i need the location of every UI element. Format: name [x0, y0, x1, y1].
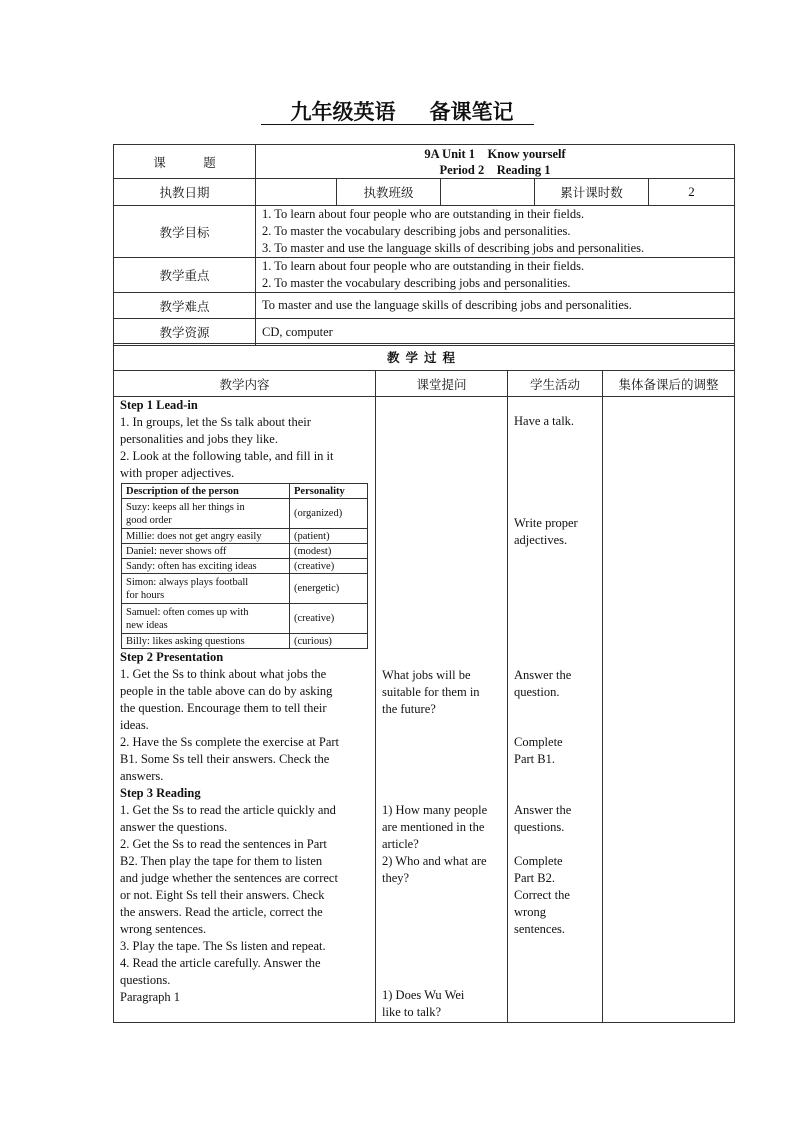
- step3-line: questions.: [120, 973, 171, 987]
- table-row: [122, 634, 368, 649]
- question-line: like to talk?: [382, 1005, 442, 1019]
- question-line: the future?: [382, 702, 436, 716]
- person-desc: Millie: does not get angry easily: [122, 529, 290, 544]
- step1-line: personalities and jobs they like.: [120, 432, 278, 446]
- table-row: [122, 499, 368, 529]
- title-suffix-underline: [426, 100, 534, 125]
- content-cell: [114, 397, 376, 1023]
- step3-line: 4. Read the article carefully. Answer the: [120, 956, 321, 970]
- trait-header: Personality: [290, 484, 368, 499]
- step1-title: Step 1 Lead-in: [120, 398, 198, 412]
- person-desc: [122, 604, 290, 634]
- adjustment-cell: [603, 397, 735, 1023]
- col-content-header: 教学内容: [114, 371, 376, 397]
- personality-value: (modest): [290, 544, 368, 559]
- question-line: suitable for them in: [382, 685, 480, 699]
- process-body-row: [114, 397, 735, 1023]
- questions-cell: [376, 397, 508, 1023]
- key-points-row: [114, 258, 735, 293]
- col-questions-header: 课堂提问: [376, 371, 508, 397]
- desc-line: good order: [126, 514, 172, 526]
- col-activities-header: 学生活动: [508, 371, 603, 397]
- step2-line: people in the table above can do by asking: [120, 684, 333, 698]
- title-notes: 备课笔记: [429, 100, 514, 124]
- topic-value: [256, 145, 735, 179]
- person-desc: Billy: likes asking questions: [122, 634, 290, 649]
- desc-line: Suzy: keeps all her things in: [126, 501, 245, 513]
- goal-item: 2. To master the vocabulary describing jobs and personalities.: [262, 224, 571, 238]
- activity-line: Answer the: [514, 668, 572, 682]
- table-row: [122, 529, 368, 544]
- activity-line: wrong: [514, 905, 546, 919]
- question-line: are mentioned in the: [382, 820, 485, 834]
- resources-row: [114, 319, 735, 346]
- personality-value: (creative): [290, 559, 368, 574]
- question-jobs: [382, 667, 503, 718]
- step3-line: and judge whether the sentences are correct: [120, 871, 338, 885]
- step2-line: answers.: [120, 769, 164, 783]
- question-reading: [382, 802, 503, 887]
- lesson-header-table: [113, 144, 735, 346]
- activity-line: Have a talk.: [514, 414, 575, 428]
- step3-line: answer the questions.: [120, 820, 228, 834]
- question-line: 1) Does Wu Wei: [382, 988, 465, 1002]
- question-line: 2) Who and what are: [382, 854, 487, 868]
- date-value: [256, 179, 337, 206]
- activities-cell: [508, 397, 603, 1023]
- personality-table-header: [122, 484, 368, 499]
- desc-header: Description of the person: [122, 484, 290, 499]
- step3-line: or not. Eight Ss tell their answers. Check: [120, 888, 325, 902]
- activity-talk: [514, 413, 598, 430]
- date-row: [114, 179, 735, 206]
- step3-line: B2. Then play the tape for them to listen: [120, 854, 323, 868]
- topic-line-1: 9A Unit 1 Know yourself: [424, 146, 566, 161]
- step3-line: 3. Play the tape. The Ss listen and repeat.: [120, 939, 326, 953]
- question-line: 1) How many people: [382, 803, 488, 817]
- question-line: article?: [382, 837, 419, 851]
- activity-line: Part B2.: [514, 871, 555, 885]
- topic-label: 课 题: [114, 145, 256, 179]
- question-paragraph1: [382, 987, 503, 1021]
- step3-title: Step 3 Reading: [120, 786, 201, 800]
- activity-part-b1: [514, 734, 598, 768]
- activity-line: adjectives.: [514, 533, 568, 547]
- process-heading: 教学过程: [114, 344, 735, 371]
- step3-line: 2. Get the Ss to read the sentences in Part: [120, 837, 327, 851]
- question-line: they?: [382, 871, 410, 885]
- difficult-row: [114, 293, 735, 319]
- personality-value: (curious): [290, 634, 368, 649]
- person-desc: [122, 574, 290, 604]
- process-columns-row: [114, 371, 735, 397]
- personality-table: [121, 483, 368, 649]
- table-row: [122, 544, 368, 559]
- goals-label: 教学目标: [114, 206, 256, 258]
- step2-line: the question. Encourage them to tell their: [120, 701, 327, 715]
- title-subject: 九年级英语: [261, 100, 426, 125]
- question-line: What jobs will be: [382, 668, 471, 682]
- key-points-list: [256, 258, 735, 293]
- desc-line: for hours: [126, 589, 165, 601]
- activity-adjectives: [514, 515, 598, 549]
- activity-line: Answer the: [514, 803, 572, 817]
- goals-row: [114, 206, 735, 258]
- process-heading-row: [114, 344, 735, 371]
- resources-value: CD, computer: [256, 319, 735, 346]
- step2-line: 2. Have the Ss complete the exercise at Part: [120, 735, 340, 749]
- key-point-item: 2. To master the vocabulary describing jobs and personalities.: [262, 276, 571, 290]
- teaching-process-table: [113, 343, 735, 1023]
- table-row: [122, 604, 368, 634]
- activity-line: Part B1.: [514, 752, 555, 766]
- step3-line: wrong sentences.: [120, 922, 207, 936]
- col-adjustment-header: 集体备课后的调整: [603, 371, 735, 397]
- key-points-label: 教学重点: [114, 258, 256, 293]
- table-row: [122, 559, 368, 574]
- goal-item: 3. To master and use the language skills of describing jobs and personalities.: [262, 241, 645, 255]
- activity-line: questions.: [514, 820, 565, 834]
- activity-line: question.: [514, 685, 560, 699]
- personality-value: (patient): [290, 529, 368, 544]
- key-point-item: 1. To learn about four people who are outstanding in their fields.: [262, 259, 585, 273]
- topic-row: [114, 145, 735, 179]
- goal-item: 1. To learn about four people who are outstanding in their fields.: [262, 207, 585, 221]
- step2-title: Step 2 Presentation: [120, 650, 224, 664]
- person-desc: Daniel: never shows off: [122, 544, 290, 559]
- activity-answer-question: [514, 667, 598, 701]
- step2-line: ideas.: [120, 718, 149, 732]
- step3-line: the answers. Read the article, correct the: [120, 905, 323, 919]
- person-desc: Sandy: often has exciting ideas: [122, 559, 290, 574]
- activity-line: Complete: [514, 735, 563, 749]
- resources-label: 教学资源: [114, 319, 256, 346]
- activity-line: Complete: [514, 854, 563, 868]
- personality-value: (organized): [290, 499, 368, 529]
- topic-line-2: Period 2 Reading 1: [439, 162, 551, 177]
- class-value: [441, 179, 535, 206]
- person-desc: [122, 499, 290, 529]
- personality-value: (creative): [290, 604, 368, 634]
- desc-line: Simon: always plays football: [126, 576, 249, 588]
- difficult-value: To master and use the language skills of describing jobs and personalities.: [256, 293, 735, 319]
- goals-list: [256, 206, 735, 258]
- activity-part-b2: [514, 853, 598, 938]
- activity-line: Correct the: [514, 888, 570, 902]
- step3-line: Paragraph 1: [120, 990, 181, 1004]
- desc-line: new ideas: [126, 619, 168, 631]
- class-label: 执教班级: [337, 179, 441, 206]
- activity-line: sentences.: [514, 922, 566, 936]
- page-title: [0, 100, 794, 125]
- step3-line: 1. Get the Ss to read the article quickly and: [120, 803, 336, 817]
- step1-line: 1. In groups, let the Ss talk about their: [120, 415, 311, 429]
- table-row: [122, 574, 368, 604]
- step2-line: 1. Get the Ss to think about what jobs the: [120, 667, 327, 681]
- activity-answer-questions: [514, 802, 598, 836]
- step2-line: B1. Some Ss tell their answers. Check the: [120, 752, 330, 766]
- hours-value: 2: [649, 179, 735, 206]
- hours-label: 累计课时数: [535, 179, 649, 206]
- step1-line: 2. Look at the following table, and fill in it: [120, 449, 334, 463]
- personality-value: (energetic): [290, 574, 368, 604]
- date-label: 执教日期: [114, 179, 256, 206]
- step1-line: with proper adjectives.: [120, 466, 235, 480]
- desc-line: Samuel: often comes up with: [126, 606, 249, 618]
- activity-line: Write proper: [514, 516, 578, 530]
- difficult-label: 教学难点: [114, 293, 256, 319]
